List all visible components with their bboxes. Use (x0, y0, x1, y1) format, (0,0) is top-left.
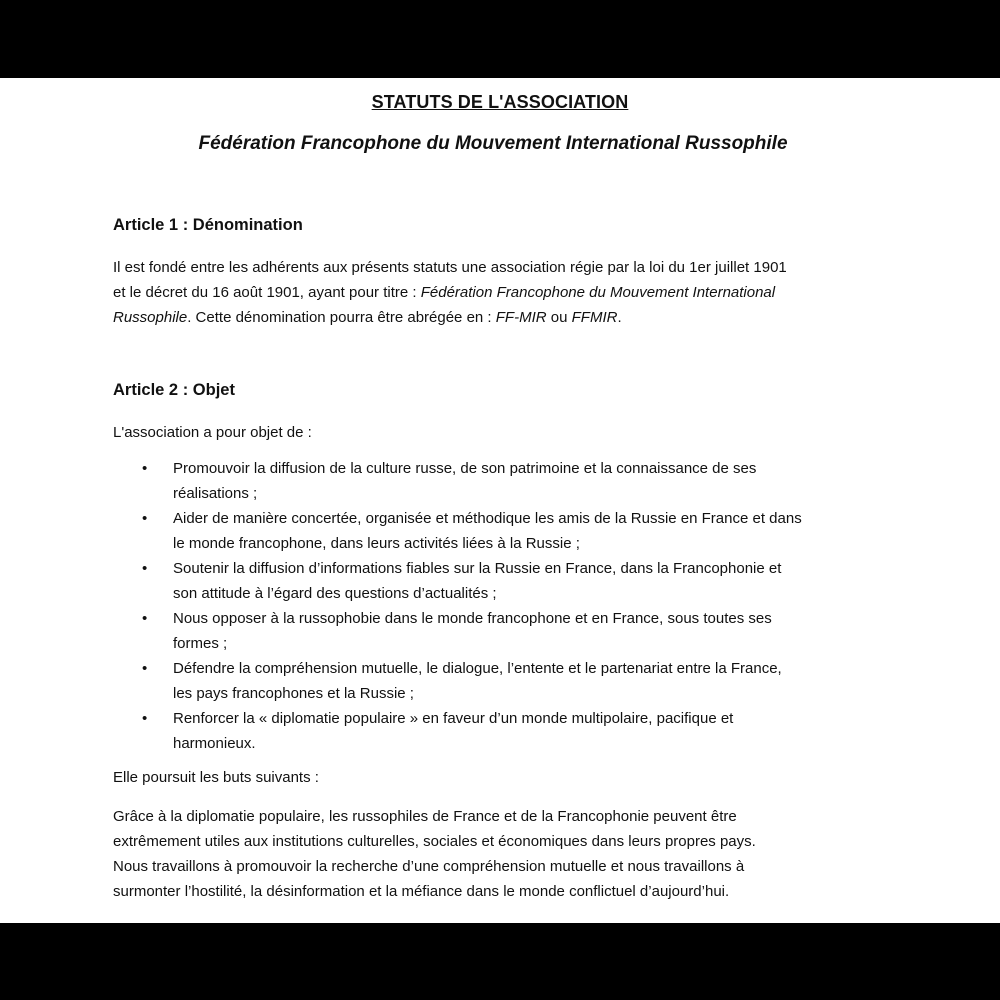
article1-heading: Article 1 : Dénomination (113, 216, 303, 234)
bullet-icon: • (142, 710, 148, 727)
abbreviation-ffmir: FFMIR (571, 309, 618, 326)
closing-line: Nous travaillons à promouvoir la recherche d’une compréhension mutuelle et nous travaillons à (113, 858, 745, 875)
list-item (113, 606, 893, 656)
list-item-line2: formes ; (173, 635, 228, 652)
goals-intro: Elle poursuit les buts suivants : (113, 769, 319, 786)
list-item-line1: Soutenir la diffusion d’informations fiables sur la Russie en France, dans la Francophonie et (173, 560, 782, 577)
list-item-line1: Défendre la compréhension mutuelle, le dialogue, l’entente et le partenariat entre la France, (173, 660, 782, 677)
article1-line3-text: . Cette dénomination pourra être abrégée en : (187, 309, 496, 326)
article1-line2-text: et le décret du 16 août 1901, ayant pour titre : (113, 284, 421, 301)
list-item (113, 656, 893, 706)
bullet-icon: • (142, 460, 148, 477)
bullet-icon: • (142, 610, 148, 627)
article1-line1: Il est fondé entre les adhérents aux présents statuts une association régie par la loi du 1er juillet 1901 (113, 259, 787, 276)
list-item-line2: son attitude à l’égard des questions d’actualités ; (173, 585, 497, 602)
article1-line2 (113, 280, 893, 305)
list-item-line1: Renforcer la « diplomatie populaire » en faveur d’un monde multipolaire, pacifique et (173, 710, 734, 727)
closing-paragraph (113, 804, 893, 904)
bullet-icon: • (142, 560, 148, 577)
list-item-line1: Promouvoir la diffusion de la culture russe, de son patrimoine et la connaissance de ses (173, 460, 757, 477)
abbreviation-ffmir-dash: FF-MIR (495, 309, 547, 326)
article2-intro: L'association a pour objet de : (113, 424, 312, 441)
bullet-icon: • (142, 510, 148, 527)
list-item (113, 556, 893, 606)
article1-end: . (617, 309, 622, 326)
abbreviation-or: ou (546, 309, 572, 326)
list-item-line2: le monde francophone, dans leurs activités liées à la Russie ; (173, 535, 580, 552)
list-item (113, 506, 893, 556)
list-item-line2: harmonieux. (173, 735, 256, 752)
closing-line: Grâce à la diplomatie populaire, les russophiles de France et de la Francophonie peuvent être (113, 808, 737, 825)
bullet-icon: • (142, 660, 148, 677)
document-title: STATUTS DE L'ASSOCIATION (371, 92, 629, 112)
article1-line3 (113, 305, 893, 330)
document-subtitle: Fédération Francophone du Mouvement International Russophile (198, 133, 788, 154)
closing-line: surmonter l’hostilité, la désinformation et la méfiance dans le monde conflictuel d’aujourd’hui. (113, 883, 730, 900)
list-item (113, 706, 893, 756)
list-item-line2: les pays francophones et la Russie ; (173, 685, 414, 702)
objectives-list (113, 456, 893, 756)
article1-paragraph (113, 255, 893, 330)
list-item-line1: Nous opposer à la russophobie dans le monde francophone et en France, sous toutes ses (173, 610, 772, 627)
closing-line: extrêmement utiles aux institutions culturelles, sociales et économiques dans leurs propres pays. (113, 833, 756, 850)
list-item-line1: Aider de manière concertée, organisée et méthodique les amis de la Russie en France et dans (173, 510, 802, 527)
article1-line3-italic: Russophile (113, 309, 188, 326)
list-item (113, 456, 893, 506)
article1-line2-italic: Fédération Francophone du Mouvement International (420, 284, 776, 301)
list-item-line2: réalisations ; (173, 485, 258, 502)
document-page (0, 78, 1000, 923)
article2-heading: Article 2 : Objet (113, 381, 235, 399)
